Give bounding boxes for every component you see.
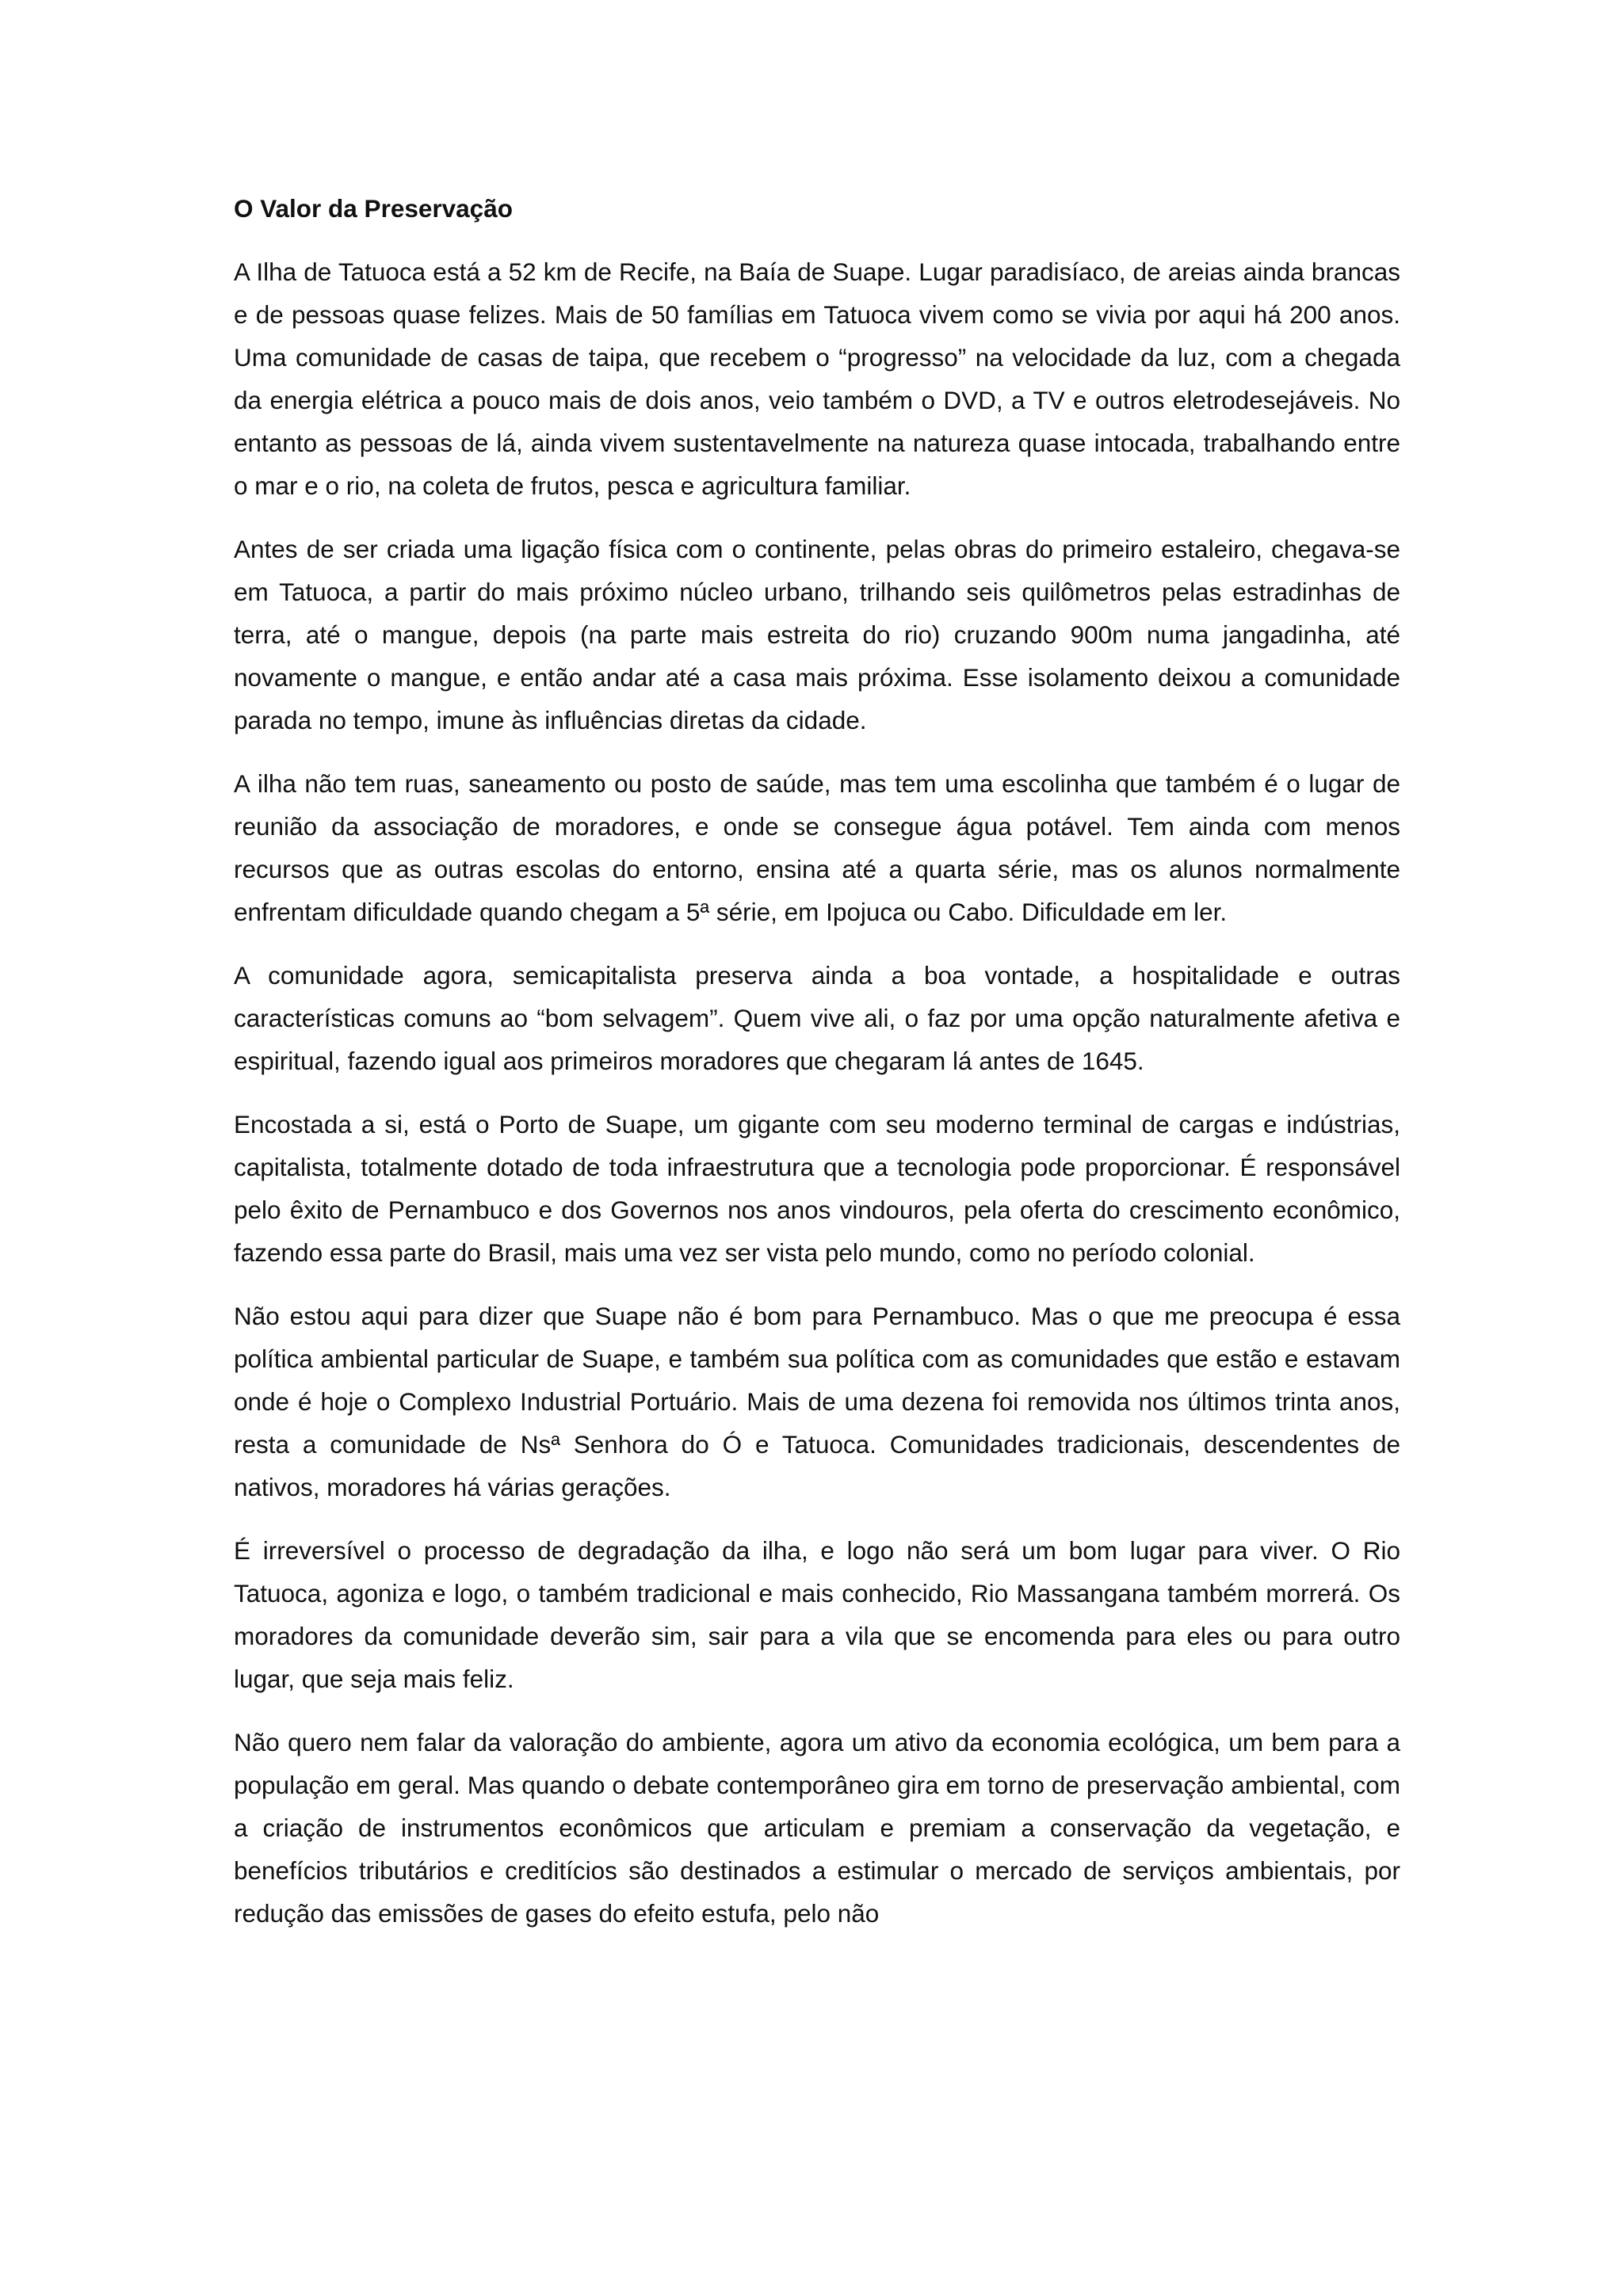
paragraph-5: Encostada a si, está o Porto de Suape, um gigante com seu moderno terminal de cargas e indústrias, capitalista, totalmente dotado de toda infraestrutura que a tecnologia pode proporcionar. É responsável pelo êxito de Pernambuco e dos Governos nos anos vindouros, pela oferta do crescimento econômico, fazendo essa parte do Brasil, mais uma vez ser vista pelo mundo, como no período colonial. xyxy=(234,1110,1400,1267)
paragraph-6: Não estou aqui para dizer que Suape não é bom para Pernambuco. Mas o que me preocupa é essa política ambiental particular de Suape, e também sua política com as comunidades que estão e estavam onde é hoje o Complexo Industrial Portuário. Mais de uma dezena foi removida nos últimos trinta anos, resta a comunidade de Nsª Senhora do Ó e Tatuoca. Comunidades tradicionais, descendentes de nativos, moradores há várias gerações. xyxy=(234,1302,1400,1501)
paragraph-4: A comunidade agora, semicapitalista preserva ainda a boa vontade, a hospitalidade e outras características comuns ao “bom selvagem”. Quem vive ali, o faz por uma opção naturalmente afetiva e espiritual, fazendo igual aos primeiros moradores que chegaram lá antes de 1645. xyxy=(234,961,1400,1075)
document-body xyxy=(234,187,1400,1955)
paragraph-1: A Ilha de Tatuoca está a 52 km de Recife, na Baía de Suape. Lugar paradisíaco, de areias ainda brancas e de pessoas quase felizes. Mais de 50 famílias em Tatuoca vivem como se vivia por aqui há 200 anos. Uma comunidade de casas de taipa, que recebem o “progresso” na velocidade da luz, com a chegada da energia elétrica a pouco mais de dois anos, veio também o DVD, a TV e outros eletrodesejáveis. No entanto as pessoas de lá, ainda vivem sustentavelmente na natureza quase intocada, trabalhando entre o mar e o rio, na coleta de frutos, pesca e agricultura familiar. xyxy=(234,257,1400,500)
paragraph-8: Não quero nem falar da valoração do ambiente, agora um ativo da economia ecológica, um bem para a população em geral. Mas quando o debate contemporâneo gira em torno de preservação ambiental, com a criação de instrumentos econômicos que articulam e premiam a conservação da vegetação, e benefícios tributários e creditícios são destinados a estimular o mercado de serviços ambientais, por redução das emissões de gases do efeito estufa, pelo não xyxy=(234,1728,1400,1928)
document-title: O Valor da Preservação xyxy=(234,194,513,223)
paragraph-7: É irreversível o processo de degradação da ilha, e logo não será um bom lugar para viver. O Rio Tatuoca, agoniza e logo, o também tradicional e mais conhecido, Rio Massangana também morrerá. Os moradores da comunidade deverão sim, sair para a vila que se encomenda para eles ou para outro lugar, que seja mais feliz. xyxy=(234,1536,1400,1693)
paragraph-2: Antes de ser criada uma ligação física com o continente, pelas obras do primeiro estaleiro, chegava-se em Tatuoca, a partir do mais próximo núcleo urbano, trilhando seis quilômetros pelas estradinhas de terra, até o mangue, depois (na parte mais estreita do rio) cruzando 900m numa jangadinha, até novamente o mangue, e então andar até a casa mais próxima. Esse isolamento deixou a comunidade parada no tempo, imune às influências diretas da cidade. xyxy=(234,535,1400,734)
paragraph-3: A ilha não tem ruas, saneamento ou posto de saúde, mas tem uma escolinha que também é o lugar de reunião da associação de moradores, e onde se consegue água potável. Tem ainda com menos recursos que as outras escolas do entorno, ensina até a quarta série, mas os alunos normalmente enfrentam dificuldade quando chegam a 5ª série, em Ipojuca ou Cabo. Dificuldade em ler. xyxy=(234,769,1400,926)
